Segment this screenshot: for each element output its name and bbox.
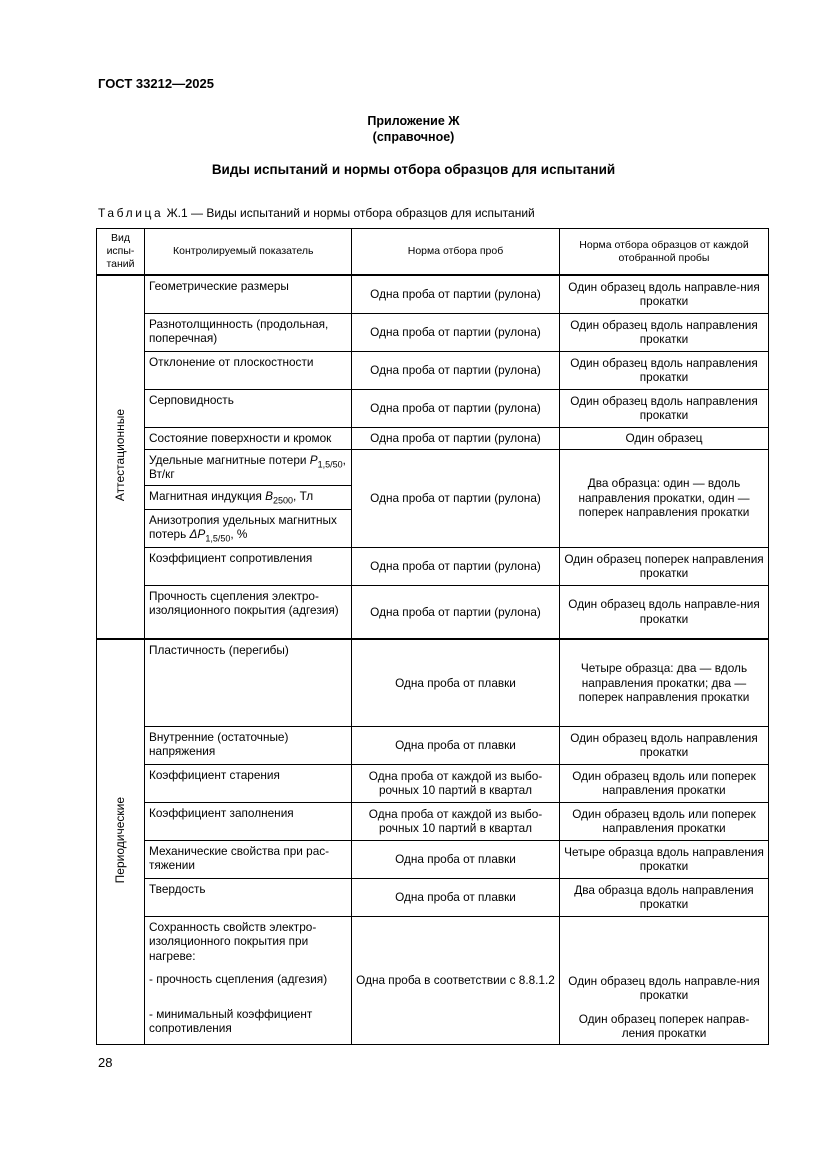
- norm-cell: Одна проба от партии (рулона): [352, 389, 560, 427]
- indicator-cell: Удельные магнитные потери $P_{1,5/50}$, Вт/кг: [145, 449, 352, 485]
- header-indicator: Контролируемый показатель: [145, 229, 352, 276]
- norm-cell: Одна проба от партии (рулона): [352, 275, 560, 313]
- norm-cell: Одна проба от каждой из выбо-рочных 10 партий в квартал: [352, 764, 560, 802]
- group-attestation-label: Аттестационные: [113, 409, 128, 502]
- sample-cell: Один образец вдоль или поперек направления прокатки: [560, 802, 769, 840]
- indicator-cell: [145, 916, 352, 1044]
- sample-cell: Четыре образца: два — вдоль направления прокатки; два — поперек направления прокатки: [560, 639, 769, 726]
- norm-cell: Одна проба от плавки: [352, 726, 560, 764]
- norm-cell: Одна проба от партии (рулона): [352, 449, 560, 547]
- sample-cell: Один образец вдоль направления прокатки: [560, 726, 769, 764]
- norm-cell: Одна проба от плавки: [352, 840, 560, 878]
- norm-cell: Одна проба в соответствии с 8.8.1.2: [352, 916, 560, 1044]
- page-title: Виды испытаний и нормы отбора образцов для испытаний: [211, 162, 616, 177]
- group-attestation-cell: [97, 275, 145, 639]
- norm-cell: Одна проба от плавки: [352, 878, 560, 916]
- indicator-cell: Магнитная индукция $B_{2500}$, Тл: [145, 485, 352, 509]
- sample-cell: Один образец поперек направления прокатки: [560, 547, 769, 585]
- norm-cell: Одна проба от плавки: [352, 639, 560, 726]
- norm-cell: Одна проба от партии (рулона): [352, 585, 560, 639]
- indicator-cell: Анизотропия удельных магнитных потерь $\Delta P_{1,5/50}$, %: [145, 509, 352, 547]
- table-row: [97, 916, 769, 1044]
- indicator-cell: Механические свойства при рас-тяжении: [145, 840, 352, 878]
- sample-cell: Два образца вдоль направления прокатки: [560, 878, 769, 916]
- header-test-type: Вид испы-таний: [97, 229, 145, 276]
- table-row: [97, 313, 769, 351]
- group-periodic-label: Периодические: [113, 796, 128, 884]
- sample-cell: Один образец: [560, 427, 769, 449]
- indicator-cell: Пластичность (перегибы): [145, 639, 352, 726]
- table-row: [97, 639, 769, 726]
- indicator-sub-b: - минимальный коэффициент сопротивления: [149, 1006, 313, 1035]
- sample-cell: [560, 916, 769, 1044]
- table-row: [97, 802, 769, 840]
- sample-cell: Один образец вдоль направле-ния прокатки: [560, 275, 769, 313]
- indicator-cell: Коэффициент сопротивления: [145, 547, 352, 585]
- sample-sub-a: Один образец вдоль направле-ния прокатки: [568, 973, 760, 1002]
- table-row: [97, 764, 769, 802]
- indicator-cell: Твердость: [145, 878, 352, 916]
- norm-cell: Одна проба от партии (рулона): [352, 313, 560, 351]
- table-caption: [98, 206, 535, 220]
- table-row: [97, 427, 769, 449]
- appendix-subtitle: (справочное): [372, 130, 455, 144]
- indicator-cell: Внутренние (остаточные) напряжения: [145, 726, 352, 764]
- table-row: [97, 585, 769, 639]
- table-row: [97, 449, 769, 485]
- sample-sub-b: Один образец поперек направ-ления прокатки: [578, 1011, 750, 1040]
- sample-cell: Два образца: один — вдоль направления прокатки, один — поперек направления прокатки: [560, 449, 769, 547]
- sample-cell: Один образец вдоль направления прокатки: [560, 389, 769, 427]
- document-header: ГОСТ 33212—2025: [98, 76, 214, 91]
- table-row: [97, 351, 769, 389]
- table-header-row: [97, 229, 769, 276]
- table-row: [97, 840, 769, 878]
- table-caption-text: Ж.1 — Виды испытаний и нормы отбора образцов для испытаний: [163, 206, 535, 220]
- norm-cell: Одна проба от партии (рулона): [352, 427, 560, 449]
- test-types-table: [96, 228, 769, 1045]
- table-row: [97, 275, 769, 313]
- header-sample: Норма отбора образцов от каждой отобранной пробы: [560, 229, 769, 276]
- norm-cell: Одна проба от партии (рулона): [352, 351, 560, 389]
- sample-cell: Один образец вдоль направле-ния прокатки: [560, 585, 769, 639]
- group-periodic-cell: [97, 639, 145, 1044]
- table-row: [97, 878, 769, 916]
- sample-cell: Один образец вдоль или поперек направления прокатки: [560, 764, 769, 802]
- sample-cell: Четыре образца вдоль направления прокатки: [560, 840, 769, 878]
- indicator-sub-a: - прочность сцепления (адгезия): [149, 972, 328, 986]
- indicator-cell: Отклонение от плоскостности: [145, 351, 352, 389]
- appendix-heading: [0, 113, 827, 145]
- table-caption-prefix: Таблица: [98, 206, 164, 220]
- indicator-cell: Коэффициент старения: [145, 764, 352, 802]
- indicator-cell: Прочность сцепления электро-изоляционного покрытия (адгезия): [145, 585, 352, 639]
- page-number: 28: [98, 1055, 113, 1070]
- table-row: [97, 389, 769, 427]
- norm-cell: Одна проба от каждой из выбо-рочных 10 партий в квартал: [352, 802, 560, 840]
- indicator-intro: Сохранность свойств электро-изоляционного покрытия при нагреве:: [149, 919, 317, 963]
- table-row: [97, 547, 769, 585]
- indicator-cell: Геометрические размеры: [145, 275, 352, 313]
- sample-cell: Один образец вдоль направления прокатки: [560, 313, 769, 351]
- sample-cell: Один образец вдоль направления прокатки: [560, 351, 769, 389]
- indicator-cell: Серповидность: [145, 389, 352, 427]
- appendix-title: Приложение Ж: [367, 114, 460, 128]
- indicator-cell: Разнотолщинность (продольная, поперечная): [145, 313, 352, 351]
- norm-cell: Одна проба от партии (рулона): [352, 547, 560, 585]
- indicator-cell: Коэффициент заполнения: [145, 802, 352, 840]
- indicator-cell: Состояние поверхности и кромок: [145, 427, 352, 449]
- header-norm: Норма отбора проб: [352, 229, 560, 276]
- table-row: [97, 726, 769, 764]
